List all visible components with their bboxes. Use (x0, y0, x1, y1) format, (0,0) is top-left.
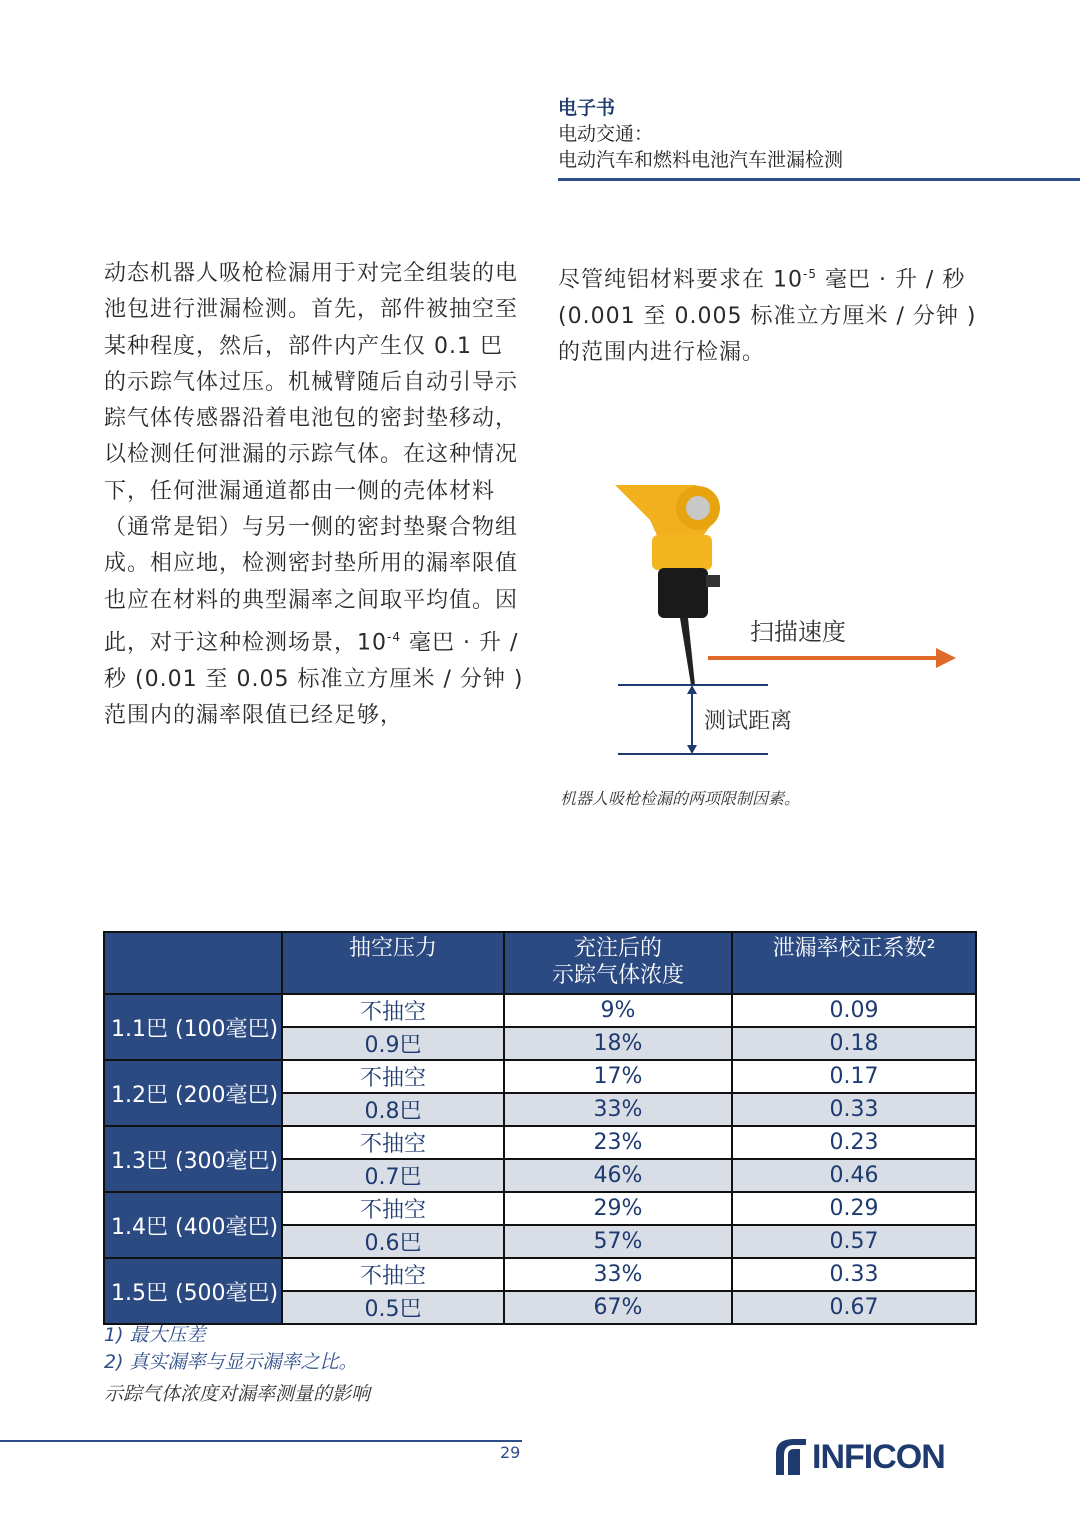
table-notes (104, 1322, 370, 1408)
table-cell: 17% (504, 1060, 732, 1093)
table-cell: 0.17 (732, 1060, 976, 1093)
row-label: 1.5巴 (500毫巴) (104, 1258, 282, 1324)
figure-caption: 机器人吸枪检漏的两项限制因素。 (560, 789, 801, 808)
table-cell: 0.29 (732, 1192, 976, 1225)
table-cell: 0.33 (732, 1258, 976, 1291)
table-cell: 不抽空 (282, 1060, 504, 1093)
table-cell: 23% (504, 1126, 732, 1159)
table-cell: 不抽空 (282, 1258, 504, 1291)
ebook-label: 电子书 (558, 97, 616, 119)
body-right-paragraph: 尽管纯铝材料要求在 $10^{-5}$ 毫巴 · 升 / 秒 (0.001 至 0.005 标准立方厘米 / 分钟 ) 的范围内进行检漏。 (558, 267, 977, 365)
footer-divider (0, 1440, 522, 1442)
header-title: 电动汽车和燃料电池汽车泄漏检测 (558, 149, 844, 171)
table-cell: 不抽空 (282, 1192, 504, 1225)
table-cell: 0.23 (732, 1126, 976, 1159)
table-header-cell: 泄漏率校正系数² (732, 932, 976, 994)
table-header-cell: 抽空压力 (282, 932, 504, 994)
robot-sensor-body-shape (658, 568, 708, 618)
table-cell: 0.9巴 (282, 1027, 504, 1060)
distance-arrow-down-shape (687, 745, 697, 754)
footnote-1: 1) 最大压差 (104, 1324, 206, 1346)
row-label: 1.3巴 (300毫巴) (104, 1126, 282, 1192)
header-subtitle: 电动交通： (558, 123, 654, 145)
table-cell: 9% (504, 994, 732, 1027)
table-row (104, 1258, 976, 1291)
body-left-paragraph: 动态机器人吸枪检漏用于对完全组装的电池包进行泄漏检测。首先，部件被抽空至某种程度，然后，部件内产生仅 0.1 巴的示踪气体过压。机械臂随后自动引导示踪气体传感器沿着电池包的密封垫移动，以检测任何泄漏的示踪气体。在这种情况下，任何泄漏通道都由一侧的壳体材料（通常是铝）与另一侧的密封垫聚合物组成。相应地，检测密封垫所用的漏率限值也应在材料的典型漏率之间取平均值。因此，对于这种检测场景，$10^{-4}$ 毫巴 · 升 / 秒 (0.01 至 0.05 标准立方厘米 / 分钟 ) 范围内的漏率限值已经足够， (104, 261, 524, 728)
scan-arrow-head-shape (936, 648, 956, 668)
table-caption: 示踪气体浓度对漏率测量的影响 (104, 1383, 371, 1405)
table-cell: 0.5巴 (282, 1291, 504, 1324)
distance-arrow-up-shape (687, 685, 697, 694)
row-label: 1.1巴 (100毫巴) (104, 994, 282, 1060)
table-header-row (104, 932, 976, 994)
row-label: 1.4巴 (400毫巴) (104, 1192, 282, 1258)
table-cell: 0.09 (732, 994, 976, 1027)
footnote-2: 2) 真实漏率与显示漏率之比。 (104, 1351, 358, 1373)
table-row (104, 1126, 976, 1159)
table-cell: 29% (504, 1192, 732, 1225)
table-header-cell: 充注后的 示踪气体浓度 (504, 932, 732, 994)
table-cell: 不抽空 (282, 994, 504, 1027)
table-row (104, 1060, 976, 1093)
table-row (104, 994, 976, 1027)
header-divider (558, 178, 1080, 181)
table-cell: 0.6巴 (282, 1225, 504, 1258)
table-cell: 不抽空 (282, 1126, 504, 1159)
test-distance-label: 测试距离 (704, 709, 793, 734)
table-cell: 18% (504, 1027, 732, 1060)
table-cell: 0.67 (732, 1291, 976, 1324)
scan-speed-label: 扫描速度 (750, 618, 846, 646)
row-label: 1.2巴 (200毫巴) (104, 1060, 282, 1126)
table-cell: 57% (504, 1225, 732, 1258)
table-cell: 33% (504, 1258, 732, 1291)
table-cell: 0.7巴 (282, 1159, 504, 1192)
logo-wordmark: INFICON (812, 1437, 945, 1476)
table-row (104, 1192, 976, 1225)
tracer-gas-table (103, 931, 977, 1325)
robot-head-shape (652, 535, 712, 570)
robot-arm-illustration (600, 480, 980, 770)
page-number: 29 (500, 1443, 521, 1462)
table-cell: 46% (504, 1159, 732, 1192)
robot-sniffer-figure (600, 480, 980, 770)
table-cell: 0.57 (732, 1225, 976, 1258)
table-cell: 0.18 (732, 1027, 976, 1060)
table-header-cell (104, 932, 282, 994)
inficon-logo (772, 1432, 945, 1482)
body-right-column (558, 256, 988, 371)
table-cell: 0.8巴 (282, 1093, 504, 1126)
sniffer-probe-shape (680, 618, 695, 685)
table-cell: 33% (504, 1093, 732, 1126)
robot-connector-shape (706, 575, 720, 587)
table-cell: 0.46 (732, 1159, 976, 1192)
body-left-column (104, 256, 524, 734)
table-cell: 67% (504, 1291, 732, 1324)
robot-joint-cap-shape (686, 496, 710, 520)
inficon-logo-icon (772, 1435, 812, 1479)
table-cell: 0.33 (732, 1093, 976, 1126)
